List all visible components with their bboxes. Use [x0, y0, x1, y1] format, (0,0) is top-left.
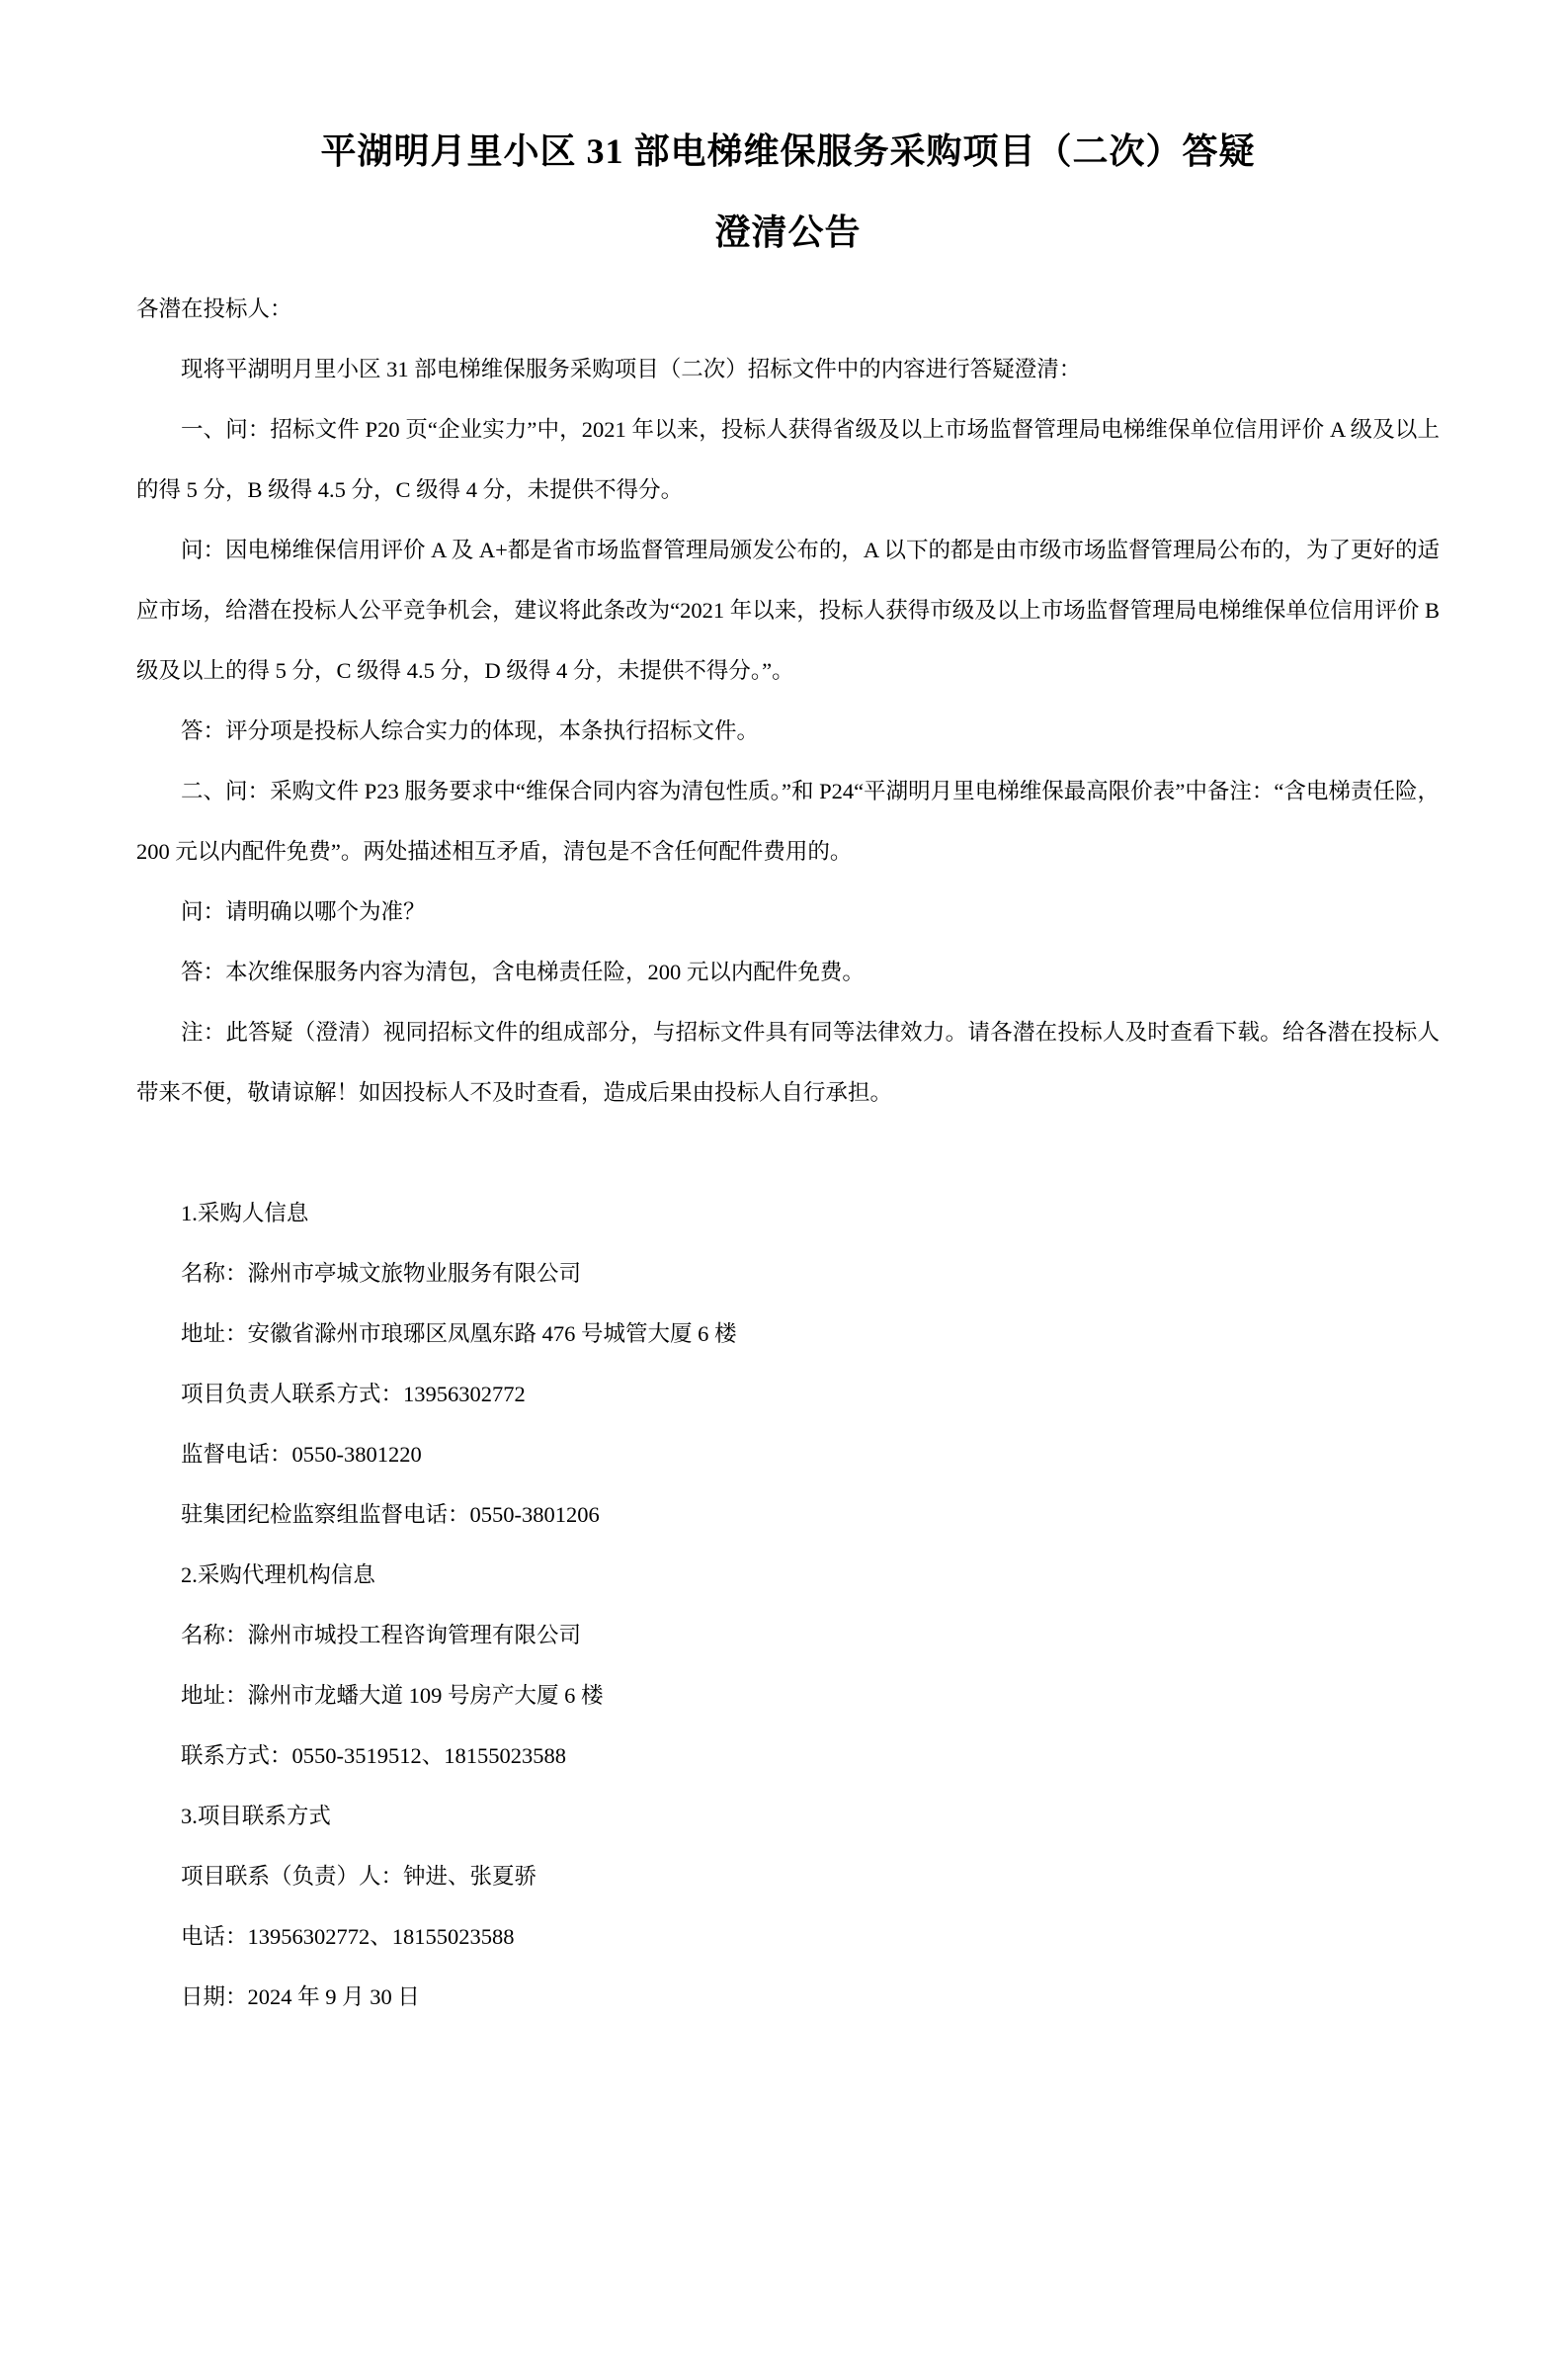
document-title-line2: 澄清公告 — [714, 212, 862, 252]
paragraph-note: 注：此答疑（澄清）视同招标文件的组成部分，与招标文件具有同等法律效力。请各潜在投标人及时查看下载。给各潜在投标人带来不便，敬请谅解！如因投标人不及时查看，造成后果由投标人自行承担。 — [136, 1020, 1440, 1105]
info-purchaser-name: 名称：滁州市亭城文旅物业服务有限公司 — [181, 1261, 582, 1286]
info-project-contact-header: 3.项目联系方式 — [181, 1804, 331, 1828]
info-supervision-phone: 监督电话：0550-3801220 — [181, 1442, 422, 1467]
info-project-contact-person: 项目联系（负责）人：钟进、张夏骄 — [181, 1864, 537, 1889]
document-body — [136, 279, 1440, 2027]
paragraph-answer2: 答：本次维保服务内容为清包，含电梯责任险，200 元以内配件免费。 — [181, 960, 865, 984]
paragraph-intro: 现将平湖明月里小区 31 部电梯维保服务采购项目（二次）招标文件中的内容进行答疑澄清： — [181, 357, 1082, 381]
info-agency-address: 地址：滁州市龙蟠大道 109 号房产大厦 6 楼 — [181, 1683, 604, 1708]
document-title-line1: 平湖明月里小区 31 部电梯维保服务采购项目（二次）答疑 — [320, 131, 1256, 171]
contact-info-section — [136, 1183, 1440, 2027]
paragraph-question2-ask: 问：请明确以哪个为准？ — [181, 899, 426, 924]
document-title — [136, 111, 1440, 273]
info-project-phone: 电话：13956302772、18155023588 — [181, 1924, 515, 1949]
info-purchaser-header: 1.采购人信息 — [181, 1201, 309, 1225]
info-project-leader-contact: 项目负责人联系方式：13956302772 — [181, 1382, 526, 1406]
paragraph-question1-suggestion: 问：因电梯维保信用评价 A 及 A+都是省市场监督管理局颁发公布的，A 以下的都是由市级市场监督管理局公布的，为了更好的适应市场，给潜在投标人公平竞争机会，建议将此条改为“2021 年以来，投标人获得市级及以上市场监督管理局电梯维保单位信用评价 B 级及以上的得 5 分，C 级得 4.5 分，D 级得 4 分，未提供不得分。”。 — [136, 538, 1440, 683]
info-date: 日期：2024 年 9 月 30 日 — [181, 1984, 420, 2009]
paragraph-answer1: 答：评分项是投标人综合实力的体现，本条执行招标文件。 — [181, 718, 760, 743]
info-purchaser-address: 地址：安徽省滁州市琅琊区凤凰东路 476 号城管大厦 6 楼 — [181, 1321, 737, 1346]
paragraph-question1: 一、问：招标文件 P20 页“企业实力”中，2021 年以来，投标人获得省级及以上市场监督管理局电梯维保单位信用评价 A 级及以上的得 5 分，B 级得 4.5 分，C 级得 4 分，未提供不得分。 — [136, 417, 1440, 502]
salutation: 各潜在投标人： — [136, 296, 292, 321]
info-discipline-inspection-phone: 驻集团纪检监察组监督电话：0550-3801206 — [181, 1502, 600, 1527]
info-agency-header: 2.采购代理机构信息 — [181, 1562, 375, 1587]
info-agency-contact: 联系方式：0550-3519512、18155023588 — [181, 1743, 566, 1768]
info-agency-name: 名称：滁州市城投工程咨询管理有限公司 — [181, 1623, 582, 1647]
paragraph-question2: 二、问：采购文件 P23 服务要求中“维保合同内容为清包性质。”和 P24“平湖明月里电梯维保最高限价表”中备注：“含电梯责任险，200 元以内配件免费”。两处描述相互矛盾，清包是不含任何配件费用的。 — [136, 779, 1440, 864]
